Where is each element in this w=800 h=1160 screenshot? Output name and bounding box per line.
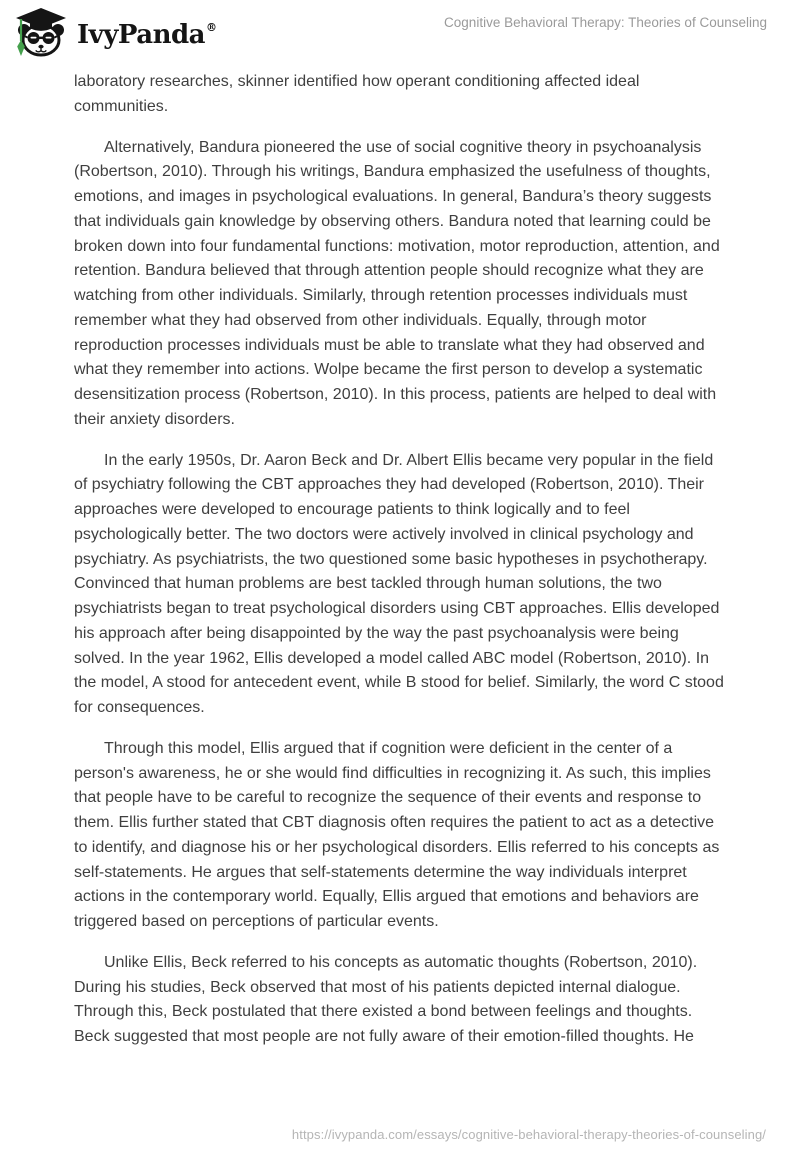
paragraph: laboratory researches, skinner identified how operant conditioning affected ideal communities.	[74, 73, 640, 115]
paragraph: In the early 1950s, Dr. Aaron Beck and Dr. Albert Ellis became very popular in the field of psychiatry following the CBT approaches they had developed (Robertson, 2010). Their approaches were developed to encourage patients to think logically and to feel psychologically better. The two doctors were actively involved in clinical psychology and psychiatry. As psychiatrists, the two questioned some basic hypotheses in psychotherapy. Convinced that human problems are best tackled through human solutions, the two psychiatrists began to treat psychological disorders using CBT approaches. Ellis developed his approach after being disappointed by the way the past psychoanalysis were being solved. In the year 1962, Ellis developed a model called ABC model (Robertson, 2010). In the model, A stood for antecedent event, while B stood for belief. Similarly, the word C stood for consequences.	[74, 451, 724, 716]
paragraph: Through this model, Ellis argued that if cognition were deficient in the center of a person's awareness, he or she would find difficulties in recognizing it. As such, this implies that people have to be careful to recognize the sequence of their events and response to them. Ellis further stated that CBT diagnosis often requires the patient to act as a detective to identify, and diagnose his or her psychological disorders. Ellis referred to his concepts as self-statements. He argues that self-statements determine the way individuals interpret actions in the contemporary world. Equally, Ellis argued that emotions and behaviors are triggered based on perceptions of particular events.	[74, 739, 720, 930]
page-footer	[292, 1126, 766, 1144]
brand[interactable]	[14, 7, 216, 58]
brand-name-text: IvyPanda	[77, 19, 206, 50]
source-url-link[interactable]: https://ivypanda.com/essays/cognitive-behavioral-therapy-theories-of-counseling/	[291, 1127, 766, 1142]
essay-content	[74, 70, 724, 1066]
document-title: Cognitive Behavioral Therapy: Theories of Counseling	[444, 15, 767, 30]
paragraph: Alternatively, Bandura pioneered the use of social cognitive theory in psychoanalysis (Robertson, 2010). Through his writings, Bandura emphasized the usefulness of thoughts, emotions, and images in psychological evaluations. In general, Bandura’s theory suggests that individuals gain knowledge by observing others. Bandura noted that learning could be broken down into four fundamental functions: motivation, motor reproduction, attention, and retention. Bandura believed that through attention people should recognize what they are watching from other individuals. Similarly, through retention processes individuals must remember what they had observed from other individuals. Equally, through motor reproduction processes individuals must be able to translate what they had observed and what they remember into actions. Wolpe became the first person to develop a systematic desensitization process (Robertson, 2010). In this process, patients are helped to deal with their anxiety disorders.	[74, 138, 720, 428]
panda-graduate-icon	[14, 7, 68, 58]
brand-name	[77, 19, 217, 50]
paragraph: Unlike Ellis, Beck referred to his concepts as automatic thoughts (Robertson, 2010). During his studies, Beck observed that most of his patients depicted internal dialogue. Through this, Beck postulated that there existed a bond between feelings and thoughts. Beck suggested that most people are not fully aware of their emotion-filled thoughts. He	[74, 953, 698, 1045]
registered-mark: ®	[206, 20, 217, 34]
